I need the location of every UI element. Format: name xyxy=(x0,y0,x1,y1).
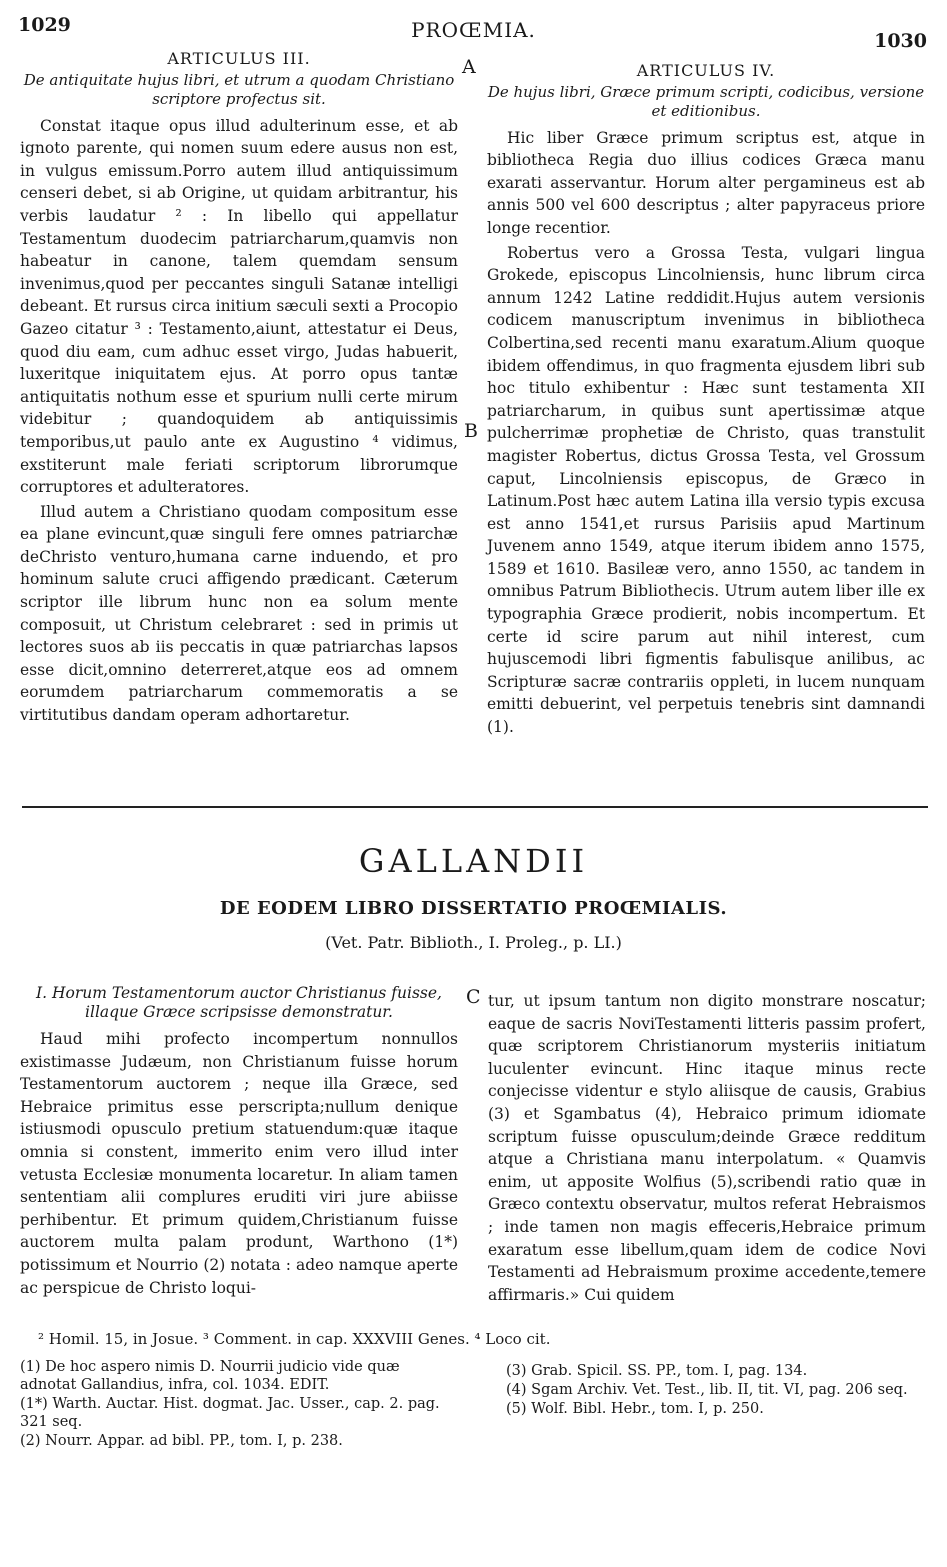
article-4-paragraph-2: Robertus vero a Grossa Testa, vulgari lingua Grokede, episcopus Lincolniensis, hunc librum circa annum 1242 Latine reddidit.Hujus autem versionis codicem manuscriptum invenimus in bibliotheca Colbertina,sed recenti manu exaratum.Alium quoque ibidem offendimus, in quo fragmenta ejusdem libri sub hoc titulo exhibentur : Hæc sunt testamenta XII patriarcharum, in quibus sunt apertissimæ atque pulcherrimæ prophetiæ de Christo, quas transtulit magister Robertus, dictus Grossa Testa, vel Grossum caput, Lincolniensis episcopus, de Græco in Latinum.Post hæc autem Latina illa versio typis excusa est anno 1541,et rursus Parisiis apud Martinum Juvenem anno 1549, atque iterum ibidem anno 1575, 1589 et 1610. Basileæ vero, anno 1550, ac tandem in omnibus Patrum Bibliothecis. Utrum autem liber ille ex typographia Græce prodierit, nobis incompertum. Et certe id scire parum aut nihil interest, cum hujuscemodi libri figmentis fabulisque anilibus, ac Scripturæ sacræ contrariis oppleti, in lucem nunquam emitti debuerint, vel perpetuis tenebris sint damnandi (1). xyxy=(487,243,925,737)
section-title: GALLANDII xyxy=(358,842,589,880)
footnote-5: (5) Wolf. Bibl. Hebr., tom. I, p. 250. xyxy=(506,1401,764,1417)
section-subtitle: DE EODEM LIBRO DISSERTATIO PROŒMIALIS. xyxy=(219,898,728,919)
section-divider xyxy=(22,806,928,808)
footnotes-left xyxy=(20,1358,460,1451)
section-source: (Vet. Patr. Biblioth., I. Proleg., p. LI.) xyxy=(325,933,622,952)
footnote-1: (1) De hoc aspero nimis D. Nourrii judicio vide quæ adnotat Gallandius, infra, col. 1034. EDIT. xyxy=(20,1359,400,1393)
footnotes-right xyxy=(506,1362,926,1419)
running-title: PROŒMIA. xyxy=(411,18,536,42)
page-number-right: 1030 xyxy=(874,30,927,52)
margin-letter-c: C xyxy=(466,986,481,1008)
article-4-column xyxy=(487,60,925,739)
dissertation-left-column xyxy=(20,984,458,1299)
article-3-subheading: De antiquitate hujus libri, et utrum a quodam Christiano scriptore profectus sit. xyxy=(23,70,455,108)
page-number-left: 1029 xyxy=(18,14,71,36)
article-4-subheading: De hujus libri, Græce primum scripti, codicibus, versione et editionibus. xyxy=(487,82,925,120)
article-3-paragraph-1: Constat itaque opus illud adulterinum esse, et ab ignoto parente, qui nomen suum edere ausus non est, in vulgus emissum.Porro autem illud antiquissimum censeri debet, si ab Origine, ut quidam arbitrantur, his verbis laudatur ² : In libello qui appellatur Testamentum duodecim patriarcharum,quamvis non habeatur in canone, talem quemdam sensum invenimus,quod per peccantes singuli Satanæ intelligi debeant. Et rursus circa initium sæculi sexti a Procopio Gazeo citatur ³ : Testamento,aiunt, attestatur ei Deus, quod diu eam, cum adhuc esset virgo, Judas habuerit, luxeritque iniquitatem ejus. At porro opus tantæ antiquitatis nothum esse et spurium nulli certe mirum videbitur ; quandoquidem ab antiquissimis temporibus,ut paulo ante ex Augustino ⁴ vidimus, exstiterunt male feriati scriptorum librorumque corruptores et adulteratores. xyxy=(20,116,458,497)
margin-letter-b: B xyxy=(464,420,478,442)
footnote-3: (3) Grab. Spicil. SS. PP., tom. I, pag. 134. xyxy=(506,1363,808,1379)
article-3-paragraph-2: Illud autem a Christiano quodam compositum esse ea plane evincunt,quæ singuli fere omnes patriarchæ deChristo venturo,humana carne induendo, et pro hominum salute cruci affigendo prædicant. Cæterum scriptor ille librum hunc non ea solum mente composuit, ut Christum celebraret : sed in primis ut lectores suos ab iis peccatis in quæ patriarchas lapsos esse dicit,omnino deterreret,atque eos ad omnem eorumdem patriarcharum commemoratis a se virtitutibus dandam operam adhortaretur. xyxy=(20,502,458,725)
article-4-heading: ARTICULUS IV. xyxy=(636,61,776,80)
dissertation-left-paragraph: Haud mihi profecto incompertum nonnullos existimasse Judæum, non Christianum fuisse horum Testamentorum auctorem ; neque illa Græce, sed Hebraice primitus esse perscripta;nullum denique istiusmodi opusculo pretium statuendum:quæ itaque omnia si constent, immerito enim vero illud inter vetusta Ecclesiæ monumenta locaretur. In aliam tamen sententiam alii complures eruditi viri jure abiisse perhibentur. Et primum quidem,Christianum fuisse auctorem multa palam produnt, Warthono (1*) potissimum et Nourrio (2) notata : adeo namque aperte ac perspicue de Christo loqui- xyxy=(20,1030,458,1297)
footnotes-top: ² Homil. 15, in Josue. ³ Comment. in cap. XXXVIII Genes. ⁴ Loco cit. xyxy=(38,1330,551,1348)
dissertation-right-column xyxy=(488,990,926,1306)
article-3-heading: ARTICULUS III. xyxy=(167,49,311,68)
dissertation-heading: I. Horum Testamentorum auctor Christianus fuisse, illaque Græce scripsisse demonstratur. xyxy=(36,984,442,1021)
article-3-column xyxy=(20,48,458,727)
footnote-1-star: (1*) Warth. Auctar. Hist. dogmat. Jac. Usser., cap. 2. pag. 321 seq. xyxy=(20,1396,440,1430)
dissertation-right-paragraph: tur, ut ipsum tantum non digito monstrare noscatur; eaque de sacris NoviTestamenti litteris passim profert, quæ scriptorem Christianorum mysteriis initiatum luculenter evincunt. Hinc itaque minus recte conjecisse videntur e stylo aliisque de causis, Grabius (3) et Sgambatus (4), Hebraico primum idiomate scriptum fuisse opusculum;deinde Græce redditum atque a Christiana manu interpolatum. « Quamvis enim, ut apposite Wolfius (5),scribendi ratio quæ in Græco contextu observatur, multos referat Hebraismos ; inde tamen non magis effeceris,Hebraice primum exaratum esse libellum,quam idem de codice Novi Testamenti ad Hebraismum proxime accedente,temere affirmaris.» Cui quidem xyxy=(488,992,926,1304)
footnote-4: (4) Sgam Archiv. Vet. Test., lib. II, tit. VI, pag. 206 seq. xyxy=(506,1382,908,1398)
footnote-2: (2) Nourr. Appar. ad bibl. PP., tom. I, p. 238. xyxy=(20,1433,343,1449)
article-4-paragraph-1: Hic liber Græce primum scriptus est, atque in bibliotheca Regia duo illius codices Græca manu exarati asservantur. Horum alter pergamineus est ab annis 500 vel 600 descriptus ; alter papyraceus priore longe recentior. xyxy=(487,128,925,237)
margin-letter-a: A xyxy=(462,56,476,78)
